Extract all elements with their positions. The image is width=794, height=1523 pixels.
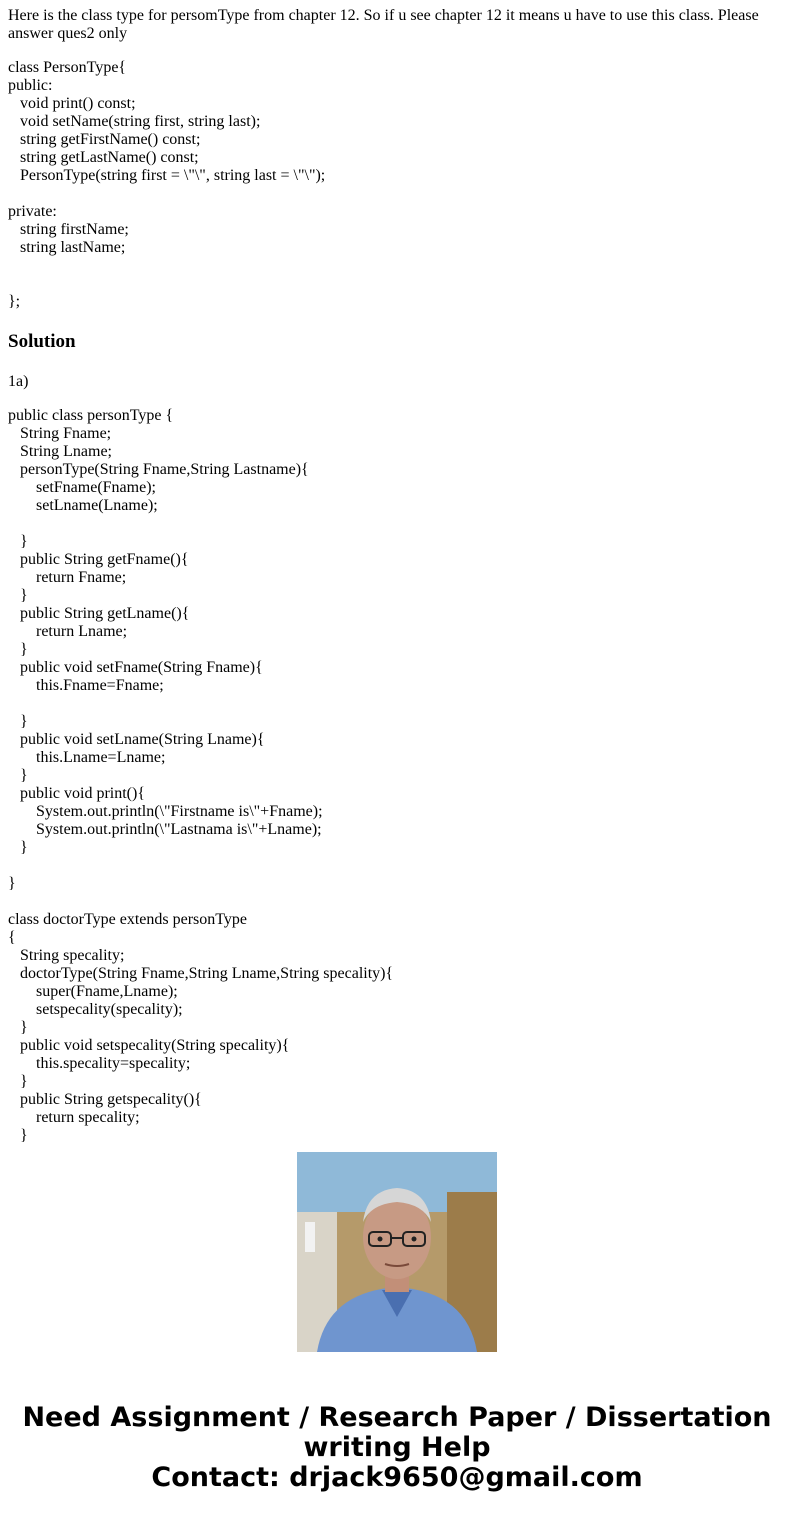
question-code-line: void setName(string first, string last); bbox=[8, 113, 261, 130]
question-code-block bbox=[8, 59, 778, 311]
solution-code-line: } bbox=[8, 587, 28, 604]
solution-code-line: } bbox=[8, 1019, 28, 1036]
question-code-line bbox=[8, 275, 778, 293]
document-content bbox=[8, 7, 778, 1144]
solution-code-line: public void setLname(String Lname){ bbox=[8, 731, 265, 748]
solution-code-line: personType(String Fname,String Lastname){ bbox=[8, 461, 309, 478]
solution-code-line: public class personType { bbox=[8, 407, 174, 424]
solution-code-line: } bbox=[8, 875, 16, 892]
part-label: 1a) bbox=[8, 373, 29, 390]
solution-code-line: return Fname; bbox=[8, 569, 127, 586]
question-code-line bbox=[8, 257, 778, 275]
solution-code-line: } bbox=[8, 713, 28, 730]
solution-code-line: doctorType(String Fname,String Lname,String specality){ bbox=[8, 965, 394, 982]
question-code-line: PersonType(string first = \"\", string last = \"\"); bbox=[8, 167, 326, 184]
question-code-line: }; bbox=[8, 293, 21, 310]
question-code-line bbox=[8, 185, 778, 203]
question-code-line: class PersonType{ bbox=[8, 59, 127, 76]
solution-code-line: } bbox=[8, 767, 28, 784]
banner-line-2: writing Help bbox=[303, 1432, 491, 1463]
solution-code-line: super(Fname,Lname); bbox=[8, 983, 178, 1000]
solution-code-line: public String getFname(){ bbox=[8, 551, 189, 568]
banner-line-1: Need Assignment / Research Paper / Dissertation bbox=[22, 1402, 772, 1433]
question-code-line: string firstName; bbox=[8, 221, 129, 238]
solution-code-line: public void setFname(String Fname){ bbox=[8, 659, 263, 676]
solution-code-line: this.Fname=Fname; bbox=[8, 677, 164, 694]
solution-code-line: public String getspecality(){ bbox=[8, 1091, 202, 1108]
solution-code-line: public void setspecality(String specality){ bbox=[8, 1037, 290, 1054]
solution-code-line bbox=[8, 893, 778, 911]
avatar-portrait-icon bbox=[297, 1152, 497, 1352]
solution-code-block bbox=[8, 407, 778, 1145]
question-code-line: string lastName; bbox=[8, 239, 126, 256]
solution-code-line: System.out.println(\"Firstname is\"+Fname); bbox=[8, 803, 323, 820]
solution-code-line: } bbox=[8, 1127, 28, 1144]
solution-code-line: } bbox=[8, 641, 28, 658]
solution-code-line: } bbox=[8, 1073, 28, 1090]
author-avatar bbox=[297, 1152, 497, 1352]
question-code-line: string getLastName() const; bbox=[8, 149, 199, 166]
solution-code-line: this.specality=specality; bbox=[8, 1055, 191, 1072]
solution-code-line: return specality; bbox=[8, 1109, 140, 1126]
solution-code-line: return Lname; bbox=[8, 623, 128, 640]
solution-code-line: { bbox=[8, 929, 16, 946]
solution-code-line: setLname(Lname); bbox=[8, 497, 158, 514]
question-code-line: private: bbox=[8, 203, 57, 220]
solution-code-line: this.Lname=Lname; bbox=[8, 749, 166, 766]
solution-code-line: String Lname; bbox=[8, 443, 112, 460]
solution-code-line: String specality; bbox=[8, 947, 125, 964]
solution-code-line bbox=[8, 695, 778, 713]
solution-code-line: public void print(){ bbox=[8, 785, 145, 802]
solution-code-line: } bbox=[8, 533, 28, 550]
question-code-line: public: bbox=[8, 77, 53, 94]
solution-code-line: setspecality(specality); bbox=[8, 1001, 183, 1018]
question-code-line: void print() const; bbox=[8, 95, 136, 112]
promo-banner bbox=[0, 1403, 794, 1493]
solution-code-line: class doctorType extends personType bbox=[8, 911, 248, 928]
solution-code-line: System.out.println(\"Lastnama is\"+Lname); bbox=[8, 821, 322, 838]
solution-code-line bbox=[8, 857, 778, 875]
solution-code-viewport bbox=[8, 407, 778, 1144]
question-text: Here is the class type for persomType from chapter 12. So if u see chapter 12 it means u have to use this class. Please answer ques2 only bbox=[8, 7, 759, 42]
solution-heading: Solution bbox=[8, 331, 76, 352]
question-code-line: string getFirstName() const; bbox=[8, 131, 201, 148]
solution-code-line: setFname(Fname); bbox=[8, 479, 156, 496]
solution-code-line: } bbox=[8, 839, 28, 856]
banner-contact: Contact: drjack9650@gmail.com bbox=[151, 1462, 643, 1493]
solution-code-line: String Fname; bbox=[8, 425, 112, 442]
solution-code-line: public String getLname(){ bbox=[8, 605, 190, 622]
solution-code-line bbox=[8, 515, 778, 533]
